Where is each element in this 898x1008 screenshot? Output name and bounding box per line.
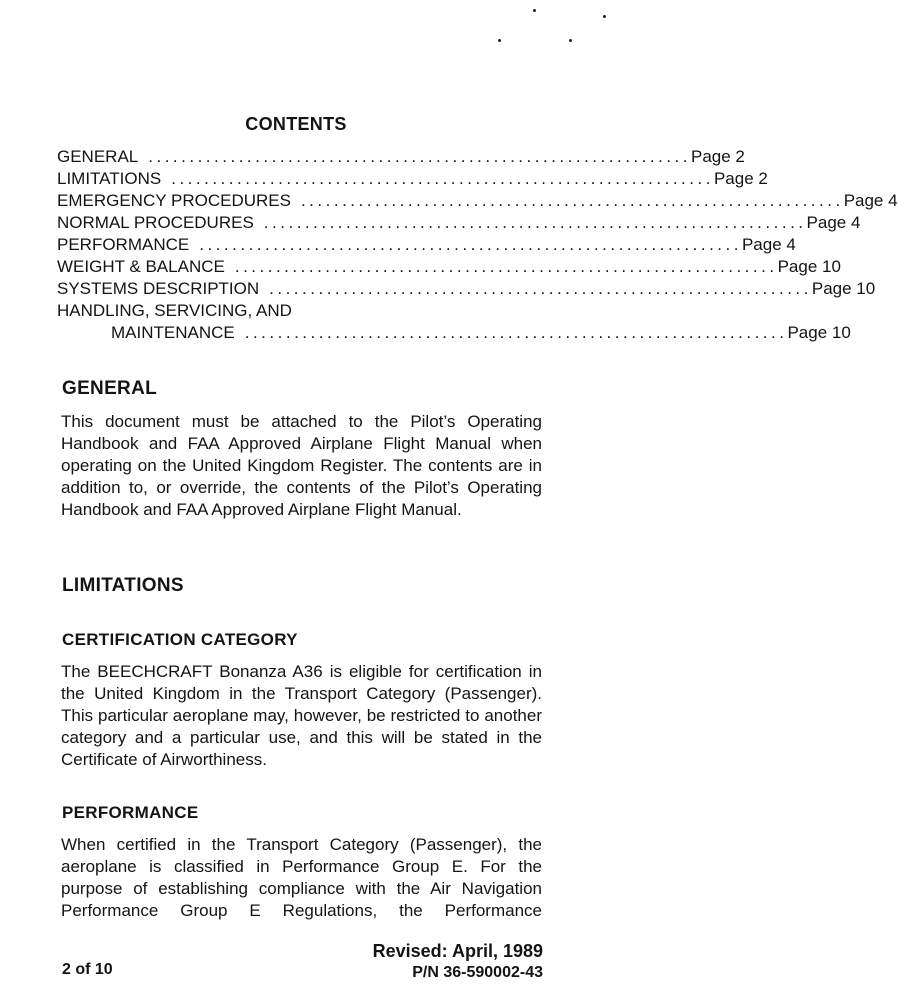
toc-leader-dots: .................................................................. xyxy=(269,279,812,298)
toc-entry-page: Page 4 xyxy=(741,235,796,254)
toc-entry-label: HANDLING, SERVICING, AND xyxy=(57,301,292,320)
general-body: This document must be attached to the Pilot’s Operating Handbook and FAA Approved Airplane Flight Manual when operating on the United Kingdom Register. The contents are in addition to, or override, the contents of the Pilot’s Operating Handbook and FAA Approved Airplane Flight Manual. xyxy=(61,412,542,519)
scan-mark xyxy=(569,39,572,42)
toc-entry-handling-servicing xyxy=(57,300,539,322)
toc-leader-dots: .................................................................. xyxy=(148,147,691,166)
toc-entry-label: PERFORMANCE xyxy=(57,235,190,254)
toc-entry-page: Page 2 xyxy=(690,147,745,166)
revision-date: Revised: April, 1989 xyxy=(372,941,543,961)
toc-entry-page: Page 10 xyxy=(787,323,851,342)
toc-entry-label: WEIGHT & BALANCE xyxy=(57,257,225,276)
toc-entry-normal-procedures xyxy=(57,212,861,234)
toc-entry-label: EMERGENCY PROCEDURES xyxy=(57,191,291,210)
toc-leader-dots: .................................................................. xyxy=(300,191,844,210)
scan-mark xyxy=(498,39,501,42)
revision-block xyxy=(373,940,543,984)
toc-leader-dots: .................................................................. xyxy=(234,257,778,276)
contents-title: CONTENTS xyxy=(245,114,347,134)
general-heading: GENERAL xyxy=(62,378,157,399)
toc-entry-page: Page 4 xyxy=(843,191,898,210)
toc-entry-general xyxy=(57,146,745,168)
toc-entry-page: Page 10 xyxy=(777,257,841,276)
part-number: P/N 36-590002-43 xyxy=(412,964,543,981)
table-of-contents xyxy=(57,146,898,344)
scan-mark xyxy=(603,15,606,18)
toc-entry-maintenance xyxy=(57,322,851,344)
performance-heading: PERFORMANCE xyxy=(62,803,199,822)
toc-entry-label: SYSTEMS DESCRIPTION xyxy=(57,279,260,298)
toc-entry-page: Page 10 xyxy=(811,279,876,298)
toc-entry-page: Page 4 xyxy=(806,213,861,232)
toc-entry-weight-balance xyxy=(57,256,841,278)
scan-mark xyxy=(533,9,536,12)
toc-leader-dots: .................................................................. xyxy=(171,169,714,188)
toc-entry-systems-description xyxy=(57,278,876,300)
toc-entry-label-continuation: MAINTENANCE xyxy=(111,323,235,342)
toc-entry-performance xyxy=(57,234,796,256)
performance-body: When certified in the Transport Category (Passenger), the aeroplane is classified in Performance Group E. For the purpose of establishing compliance with the Air Navigation Performance Group E Regulations, the Performance xyxy=(61,835,542,920)
toc-entry-label: GENERAL xyxy=(57,147,139,166)
toc-entry-limitations xyxy=(57,168,768,190)
toc-entry-label: LIMITATIONS xyxy=(57,169,162,188)
toc-entry-label: NORMAL PROCEDURES xyxy=(57,213,254,232)
toc-leader-dots: .................................................................. xyxy=(263,213,807,232)
toc-entry-page: Page 2 xyxy=(713,169,768,188)
certification-category-body: The BEECHCRAFT Bonanza A36 is eligible for certification in the United Kingdom in the Transport Category (Passenger). This particular aeroplane may, however, be restricted to another category and a particular use, and this will be stated in the Certificate of Airworthiness. xyxy=(61,662,542,769)
page-number: 2 of 10 xyxy=(62,961,113,978)
toc-leader-dots: .................................................................. xyxy=(199,235,742,254)
toc-entry-emergency-procedures xyxy=(57,190,898,212)
limitations-heading: LIMITATIONS xyxy=(62,575,184,596)
toc-leader-dots: .................................................................. xyxy=(244,323,788,342)
certification-category-heading: CERTIFICATION CATEGORY xyxy=(62,630,298,649)
